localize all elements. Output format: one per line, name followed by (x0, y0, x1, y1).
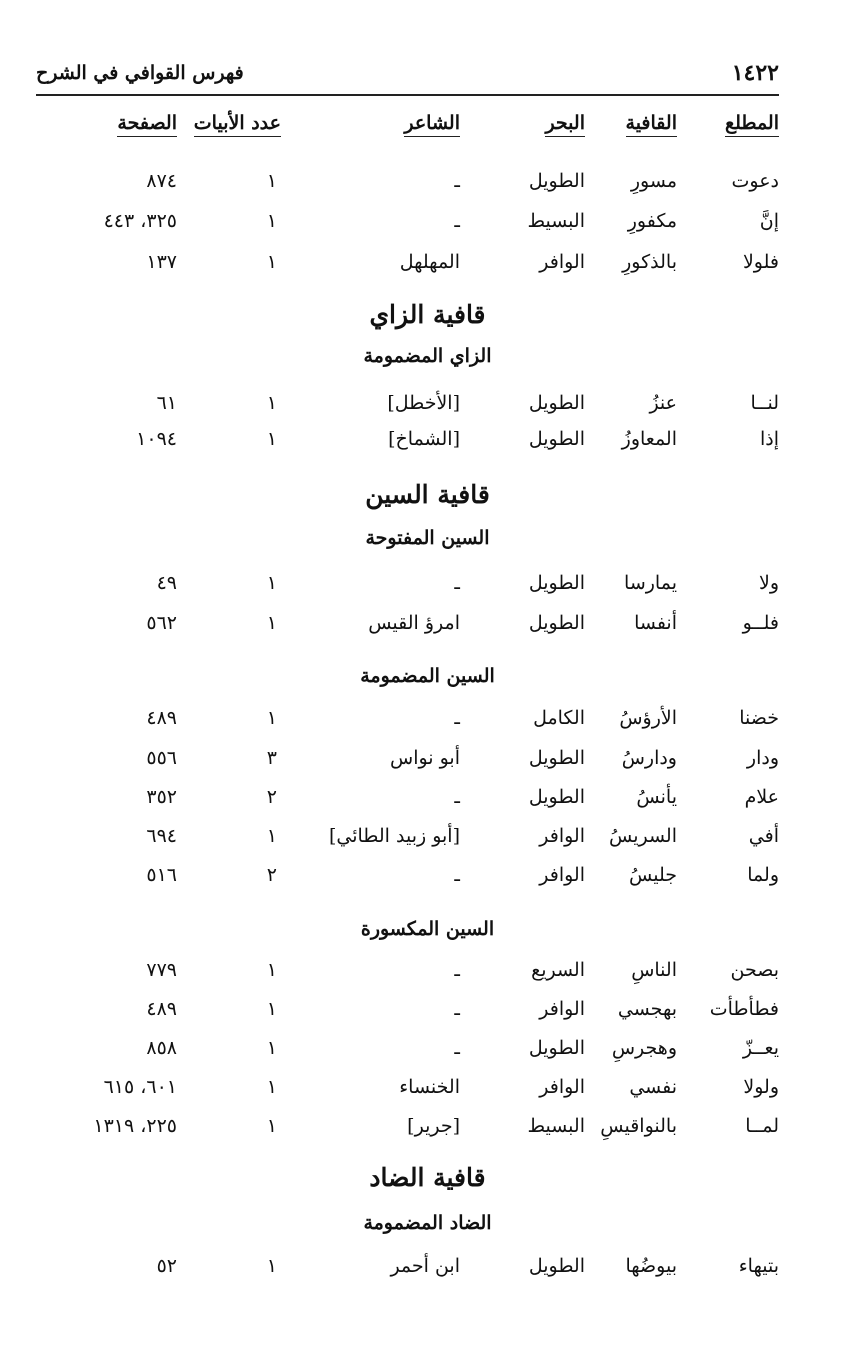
row-count: ١ (266, 170, 277, 192)
row-rhyme: يمارسا (624, 572, 677, 594)
row-pages: ٨٥٨ (146, 1037, 177, 1059)
table-row (0, 747, 855, 777)
row-poet: ـ (454, 170, 460, 192)
row-poet: [أبو زبيد الطائي] (328, 825, 460, 847)
section-title: قافية الزاي (369, 300, 486, 329)
table-row (0, 1115, 855, 1145)
row-count: ٣ (266, 747, 277, 769)
row-poet: ـ (454, 707, 460, 729)
row-meter: البسيط (527, 1115, 585, 1137)
page-header (36, 60, 779, 96)
row-pages: ٦٩٤ (146, 825, 177, 847)
row-rhyme: بالنواقيسِ (600, 1115, 677, 1137)
row-poet: ـ (454, 998, 460, 1020)
column-header-opening: المطلع (725, 112, 779, 137)
table-row (0, 959, 855, 989)
column-header-meter: البحر (545, 112, 585, 137)
row-opening: إنَّ (759, 210, 779, 232)
row-meter: الطويل (528, 786, 585, 808)
row-rhyme: عنزُ (649, 392, 677, 414)
row-opening: علام (744, 786, 779, 808)
row-count: ٢ (266, 864, 277, 886)
row-poet: ابن أحمر (390, 1255, 460, 1277)
row-opening: ولما (747, 864, 779, 886)
row-count: ١ (266, 707, 277, 729)
row-poet: المهلهل (399, 251, 460, 273)
row-rhyme: ودارسُ (621, 747, 677, 769)
row-pages: ٧٧٩ (146, 959, 177, 981)
row-count: ١ (266, 428, 277, 450)
row-meter: الطويل (528, 572, 585, 594)
row-pages: ٥٢ (156, 1255, 177, 1277)
row-pages: ٢٢٥، ١٣١٩ (93, 1115, 177, 1137)
table-row (0, 210, 855, 240)
row-opening: ولولا (743, 1076, 779, 1098)
row-opening: لنــا (750, 392, 779, 414)
row-poet: [الشماخ] (388, 428, 460, 450)
row-meter: الطويل (528, 428, 585, 450)
row-opening: بتيهاء (738, 1255, 779, 1277)
row-pages: ٤٨٩ (146, 707, 177, 729)
table-row (0, 786, 855, 816)
row-meter: الوافر (539, 864, 585, 886)
row-opening: دعوت (731, 170, 779, 192)
row-meter: الطويل (528, 612, 585, 634)
row-rhyme: نفسي (629, 1076, 677, 1098)
row-poet: [الأخطل] (387, 392, 460, 414)
row-pages: ١٠٩٤ (136, 428, 177, 450)
row-meter: السريع (531, 959, 585, 981)
row-pages: ٦٠١، ٦١٥ (103, 1076, 177, 1098)
group-title: الزاي المضمومة (363, 345, 492, 367)
column-headers (0, 112, 855, 152)
column-header-poet: الشاعر (404, 112, 460, 137)
row-poet: ـ (454, 959, 460, 981)
row-pages: ٥٥٦ (146, 747, 177, 769)
group-title: السين المكسورة (360, 918, 495, 940)
row-count: ١ (266, 825, 277, 847)
row-count: ١ (266, 392, 277, 414)
row-meter: الوافر (539, 251, 585, 273)
column-header-count: عدد الأبيات (194, 112, 281, 137)
row-pages: ٣٢٥، ٤٤٣ (103, 210, 177, 232)
row-meter: الطويل (528, 1037, 585, 1059)
group-title: السين المضمومة (360, 665, 495, 687)
row-pages: ٣٥٢ (146, 786, 177, 808)
row-meter: الطويل (528, 747, 585, 769)
row-count: ١ (266, 1115, 277, 1137)
row-poet: أبو نواس (390, 747, 460, 769)
row-rhyme: السريسُ (608, 825, 677, 847)
row-rhyme: وهجرسِ (611, 1037, 677, 1059)
row-rhyme: أنفسا (634, 612, 677, 634)
row-opening: فلــو (742, 612, 779, 634)
row-pages: ٥٦٢ (146, 612, 177, 634)
table-row (0, 392, 855, 422)
row-poet: ـ (454, 572, 460, 594)
table-row (0, 1076, 855, 1106)
column-header-pages: الصفحة (117, 112, 177, 137)
row-count: ١ (266, 612, 277, 634)
row-rhyme: يأنسُ (636, 786, 677, 808)
row-opening: بصحن (730, 959, 779, 981)
row-opening: أفي (748, 825, 779, 847)
row-poet: الخنساء (399, 1076, 460, 1098)
row-meter: الوافر (539, 825, 585, 847)
row-poet: ـ (454, 210, 460, 232)
row-meter: الوافر (539, 998, 585, 1020)
table-row (0, 612, 855, 642)
row-meter: الطويل (528, 1255, 585, 1277)
row-meter: الطويل (528, 392, 585, 414)
running-title: فهرس القوافي في الشرح (36, 62, 244, 84)
row-poet: امرؤ القيس (368, 612, 460, 634)
row-pages: ٥١٦ (146, 864, 177, 886)
row-pages: ٦١ (156, 392, 177, 414)
row-rhyme: بهجسي (617, 998, 677, 1020)
group-title: الضاد المضمومة (363, 1212, 492, 1234)
row-rhyme: مسورِ (630, 170, 677, 192)
row-count: ١ (266, 998, 277, 1020)
row-count: ١ (266, 959, 277, 981)
row-meter: الكامل (533, 707, 585, 729)
table-row (0, 251, 855, 281)
column-header-rhyme: القافية (626, 112, 677, 137)
section-title: قافية الضاد (369, 1163, 486, 1192)
row-count: ٢ (266, 786, 277, 808)
row-rhyme: مكفورِ (627, 210, 677, 232)
row-pages: ٤٨٩ (146, 998, 177, 1020)
row-poet: [جرير] (407, 1115, 460, 1137)
row-rhyme: المعاوزُ (621, 428, 677, 450)
row-opening: ودار (746, 747, 779, 769)
row-meter: البسيط (527, 210, 585, 232)
row-opening: فطأطأت (709, 998, 779, 1020)
row-poet: ـ (454, 864, 460, 886)
row-count: ١ (266, 572, 277, 594)
row-opening: يعــزّ (742, 1037, 779, 1059)
row-meter: الوافر (539, 1076, 585, 1098)
group-title: السين المفتوحة (365, 527, 490, 549)
row-opening: فلولا (742, 251, 779, 273)
table-row (0, 1037, 855, 1067)
row-poet: ـ (454, 1037, 460, 1059)
row-count: ١ (266, 1255, 277, 1277)
row-meter: الطويل (528, 170, 585, 192)
table-row (0, 428, 855, 458)
row-opening: إذا (759, 428, 779, 450)
row-pages: ٨٧٤ (146, 170, 177, 192)
page-number: ١٤٢٢ (731, 60, 779, 86)
row-opening: ولا (758, 572, 779, 594)
row-rhyme: بيوضُها (625, 1255, 677, 1277)
row-opening: خضنا (739, 707, 779, 729)
table-row (0, 707, 855, 737)
header-rule (36, 94, 779, 96)
row-count: ١ (266, 210, 277, 232)
row-pages: ١٣٧ (146, 251, 177, 273)
row-pages: ٤٩ (156, 572, 177, 594)
row-rhyme: الأرؤسُ (619, 707, 677, 729)
row-poet: ـ (454, 786, 460, 808)
row-opening: لمــا (745, 1115, 779, 1137)
table-row (0, 825, 855, 855)
table-row (0, 170, 855, 200)
table-row (0, 572, 855, 602)
row-count: ١ (266, 1037, 277, 1059)
table-row (0, 1255, 855, 1285)
table-row (0, 864, 855, 894)
row-rhyme: بالذكورِ (622, 251, 677, 273)
row-rhyme: جليسُ (629, 864, 677, 886)
row-count: ١ (266, 251, 277, 273)
row-rhyme: الناسِ (631, 959, 677, 981)
section-title: قافية السين (365, 480, 490, 509)
row-count: ١ (266, 1076, 277, 1098)
table-row (0, 998, 855, 1028)
